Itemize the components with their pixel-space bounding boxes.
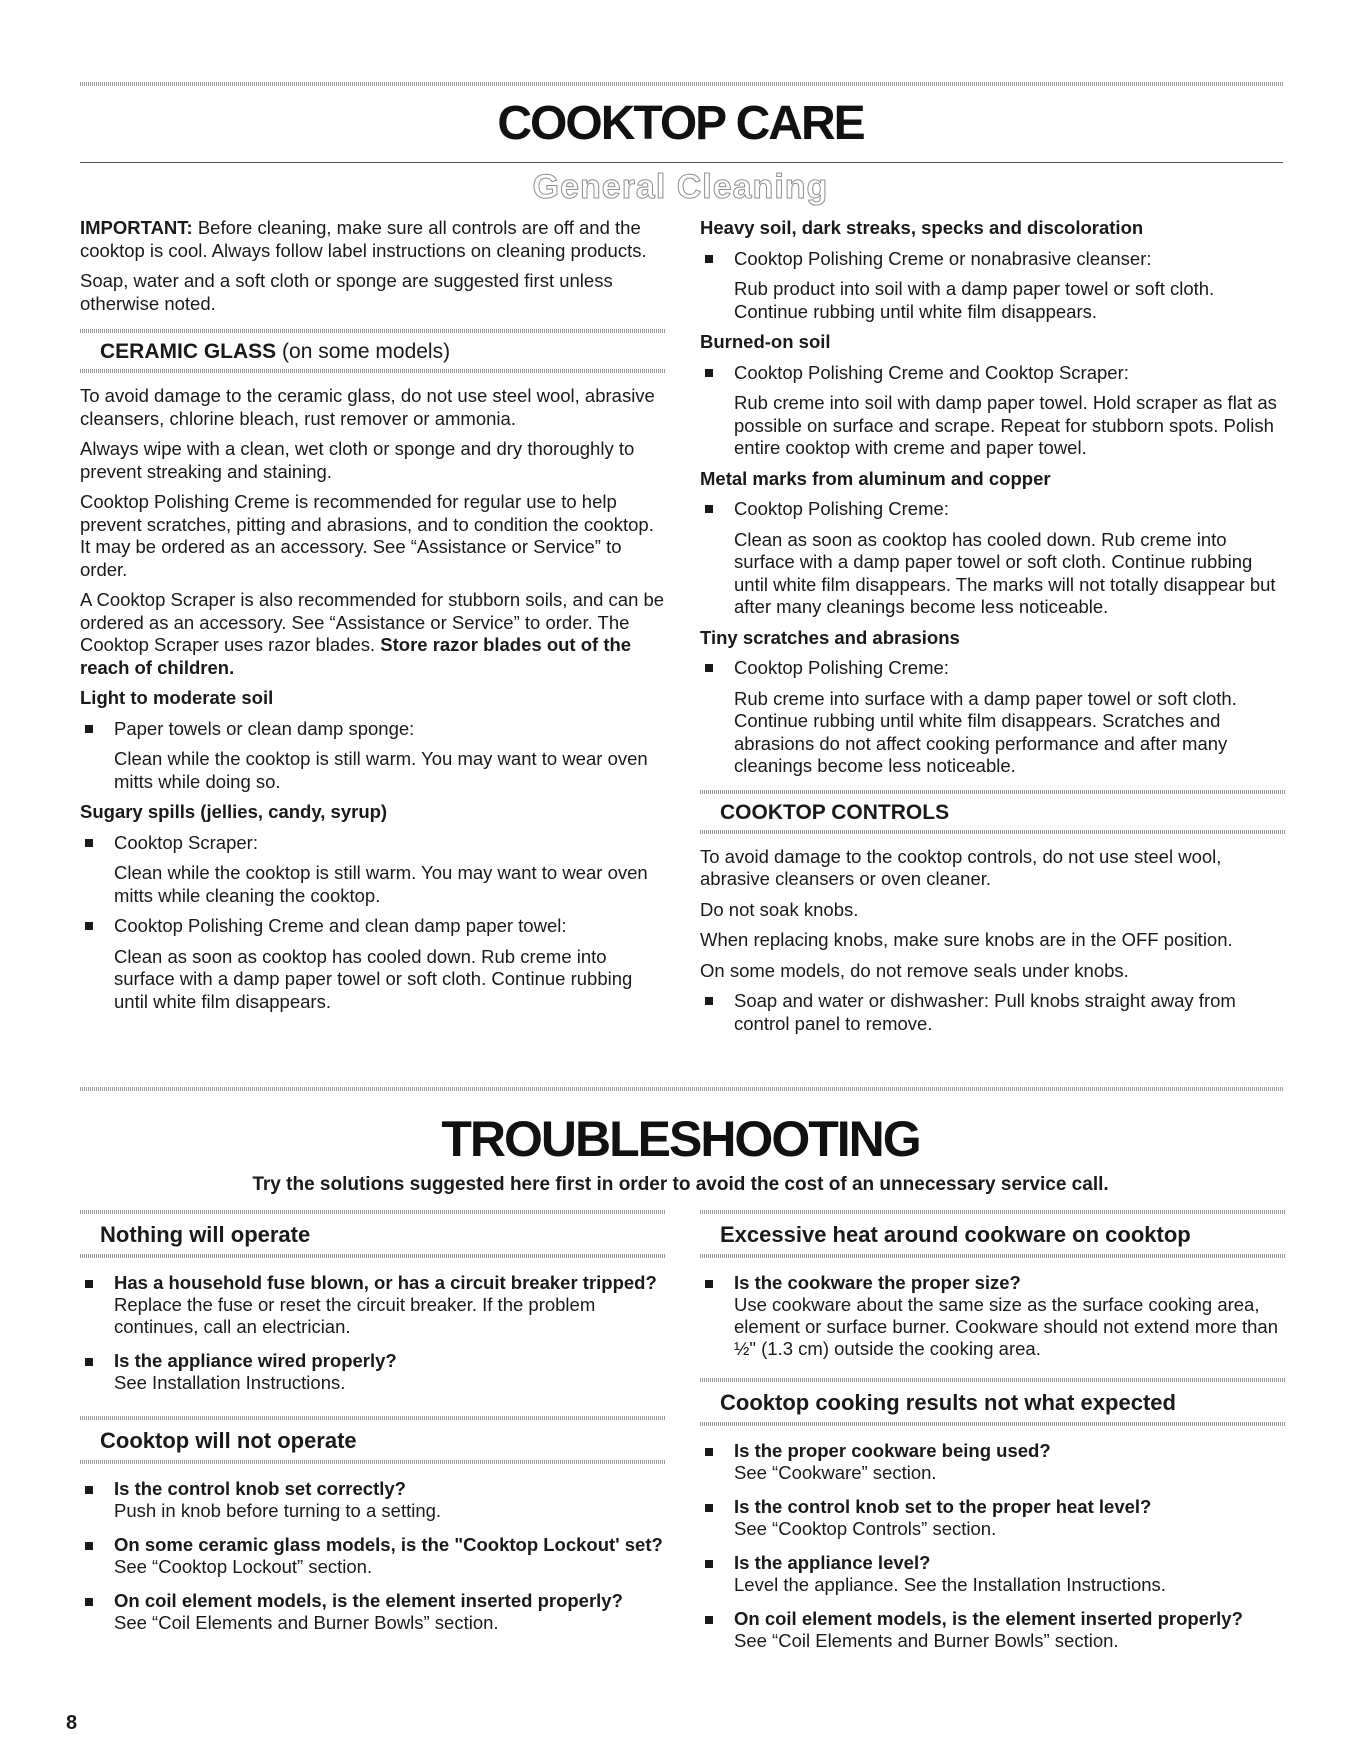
light-soil-bullet: Paper towels or clean damp sponge: xyxy=(80,718,665,741)
results-question-2: Is the control knob set to the proper heat level? xyxy=(734,1496,1152,1517)
light-soil-text: Clean while the cooktop is still warm. You may want to wear oven mitts while doing so. xyxy=(114,748,648,792)
results-answer-1: See “Cookware” section. xyxy=(734,1462,937,1483)
cooktop-will-not-operate-label: Cooktop will not operate xyxy=(100,1428,357,1453)
sugary-spills-bullet-2: Cooktop Polishing Creme and clean damp paper towel: xyxy=(80,915,665,938)
tiny-scratches-heading: Tiny scratches and abrasions xyxy=(700,626,960,648)
nothing-item-2 xyxy=(80,1350,665,1394)
nothing-answer-1: Replace the fuse or reset the circuit breaker. If the problem continues, call an electrician. xyxy=(114,1294,596,1337)
wont-operate-item-2 xyxy=(80,1534,665,1578)
ceramic-paragraph-3: Cooktop Polishing Creme is recommended for regular use to help prevent scratches, pitting and abrasions, and to condition the cooktop. It may be ordered as an accessory. See “Assistance or Service” to order. xyxy=(80,491,654,580)
ceramic-paragraph-2: Always wipe with a clean, wet cloth or sponge and dry thoroughly to prevent streaking and staining. xyxy=(80,438,635,482)
controls-paragraph-1: To avoid damage to the cooktop controls, do not use steel wool, abrasive cleansers or oven cleaner. xyxy=(700,845,1222,889)
results-item-2 xyxy=(700,1496,1285,1540)
cooktop-care-title: COOKTOP CARE xyxy=(497,97,864,150)
ceramic-paragraph-4 xyxy=(80,589,665,679)
troubleshooting-title: TROUBLESHOOTING xyxy=(441,1111,920,1167)
controls-bullet: Soap and water or dishwasher: Pull knobs straight away from control panel to remove. xyxy=(700,990,1285,1035)
excessive-heat-label: Excessive heat around cookware on cooktop xyxy=(720,1222,1191,1247)
soap-paragraph: Soap, water and a soft cloth or sponge are suggested first unless otherwise noted. xyxy=(80,270,613,314)
sugary-spills-text-1: Clean while the cooktop is still warm. You may want to wear oven mitts while cleaning the cooktop. xyxy=(114,862,648,906)
tiny-scratches-bullet: Cooktop Polishing Creme: xyxy=(700,657,1285,680)
burned-on-text: Rub creme into soil with damp paper towel. Hold scraper as flat as possible on surface and scrape. Repeat for stubborn spots. Polish entire cooktop with creme and paper towel. xyxy=(734,392,1277,458)
results-item-4 xyxy=(700,1608,1285,1652)
page-number: 8 xyxy=(66,1712,78,1734)
excessive-answer-1: Use cookware about the same size as the surface cooking area, element or surface burner. Cookware should not extend more than ½" (1.3 cm) outside the cooking area. xyxy=(734,1294,1279,1359)
controls-paragraph-4: On some models, do not remove seals under knobs. xyxy=(700,959,1129,981)
results-not-expected-label: Cooktop cooking results not what expected xyxy=(720,1390,1176,1415)
top-dotted-rule xyxy=(80,82,1283,86)
burned-on-bullet: Cooktop Polishing Creme and Cooktop Scraper: xyxy=(700,362,1285,385)
heavy-soil-heading: Heavy soil, dark streaks, specks and discoloration xyxy=(700,217,1144,238)
results-answer-2: See “Cooktop Controls” section. xyxy=(734,1518,997,1539)
tiny-scratches-text: Rub creme into surface with a damp paper towel or soft cloth. Continue rubbing until white film disappears. Scratches and abrasions do not affect cooking performance and after many cleanings become less noticeable. xyxy=(734,687,1237,776)
results-not-expected-heading xyxy=(700,1378,1285,1426)
burned-on-heading: Burned-on soil xyxy=(700,331,831,352)
controls-paragraph-2: Do not soak knobs. xyxy=(700,898,859,920)
excessive-question-1: Is the cookware the proper size? xyxy=(734,1272,1021,1293)
excessive-heat-heading xyxy=(700,1210,1285,1258)
results-question-3: Is the appliance level? xyxy=(734,1552,931,1573)
troubleshooting-tagline: Try the solutions suggested here first in order to avoid the cost of an unnecessary service call. xyxy=(252,1174,1109,1195)
results-item-1 xyxy=(700,1440,1285,1484)
cooktop-will-not-operate-heading xyxy=(80,1416,665,1464)
excessive-item-1 xyxy=(700,1272,1285,1360)
cooktop-care-left-column xyxy=(80,217,665,1021)
wont-operate-item-3 xyxy=(80,1590,665,1634)
ceramic-paragraph-1: To avoid damage to the ceramic glass, do not use steel wool, abrasive cleansers, chlorine bleach, rust remover or ammonia. xyxy=(80,385,655,429)
troubleshooting-right-column xyxy=(700,1210,1285,1664)
results-answer-4: See “Coil Elements and Burner Bowls” section. xyxy=(734,1630,1119,1651)
title-rule xyxy=(80,162,1283,163)
wont-operate-question-1: Is the control knob set correctly? xyxy=(114,1478,406,1499)
results-question-1: Is the proper cookware being used? xyxy=(734,1440,1051,1461)
important-label: IMPORTANT: xyxy=(80,217,193,238)
troubleshooting-left-column xyxy=(80,1210,665,1646)
light-soil-heading: Light to moderate soil xyxy=(80,687,274,708)
cooktop-controls-label: COOKTOP CONTROLS xyxy=(720,800,950,824)
nothing-question-1: Has a household fuse blown, or has a circuit breaker tripped? xyxy=(114,1272,657,1293)
sugary-spills-text-2: Clean as soon as cooktop has cooled down. Rub creme into surface with a damp paper towel or soft cloth. Continue rubbing until white film disappears. xyxy=(114,945,633,1012)
heavy-soil-text: Rub product into soil with a damp paper towel or soft cloth. Continue rubbing until white film disappears. xyxy=(734,278,1215,322)
nothing-question-2: Is the appliance wired properly? xyxy=(114,1350,397,1371)
troubleshooting-dotted-rule xyxy=(80,1087,1283,1091)
cooktop-care-right-column xyxy=(700,217,1285,1043)
metal-marks-heading: Metal marks from aluminum and copper xyxy=(700,467,1051,489)
results-answer-3: Level the appliance. See the Installation Instructions. xyxy=(734,1574,1166,1595)
nothing-item-1 xyxy=(80,1272,665,1338)
wont-operate-item-1 xyxy=(80,1478,665,1522)
ceramic-glass-heading xyxy=(80,329,665,373)
wont-operate-question-2: On some ceramic glass models, is the "Cooktop Lockout' set? xyxy=(114,1534,663,1555)
scraper-text: A Cooktop Scraper is also recommended for stubborn soils, and can be ordered as an accessory. See “Assistance or Service” to order. The Cooktop Scraper uses razor blades. xyxy=(80,589,665,655)
wont-operate-question-3: On coil element models, is the element inserted properly? xyxy=(114,1590,623,1611)
metal-marks-bullet: Cooktop Polishing Creme: xyxy=(700,498,1285,521)
wont-operate-answer-1: Push in knob before turning to a setting. xyxy=(114,1500,442,1521)
razor-warning: Store razor blades out of the reach of children. xyxy=(80,634,632,678)
important-text: Before cleaning, make sure all controls are off and the cooktop is cool. Always follow label instructions on cleaning products. xyxy=(80,217,647,261)
sugary-spills-bullet-1: Cooktop Scraper: xyxy=(80,832,665,855)
metal-marks-text: Clean as soon as cooktop has cooled down. Rub creme into surface with a damp paper towel or soft cloth. Continue rubbing until white film disappears. The marks will not totally disappear but after many cleanings become less noticeable. xyxy=(734,528,1276,617)
wont-operate-answer-3: See “Coil Elements and Burner Bowls” section. xyxy=(114,1612,499,1633)
nothing-will-operate-label: Nothing will operate xyxy=(100,1222,311,1247)
ceramic-glass-qualifier: (on some models) xyxy=(276,340,451,363)
nothing-will-operate-heading xyxy=(80,1210,665,1258)
results-question-4: On coil element models, is the element inserted properly? xyxy=(734,1608,1243,1629)
sugary-spills-heading: Sugary spills (jellies, candy, syrup) xyxy=(80,801,388,822)
heavy-soil-bullet: Cooktop Polishing Creme or nonabrasive cleanser: xyxy=(700,248,1285,271)
nothing-answer-2: See Installation Instructions. xyxy=(114,1372,346,1393)
controls-paragraph-3: When replacing knobs, make sure knobs are in the OFF position. xyxy=(700,929,1233,950)
results-item-3 xyxy=(700,1552,1285,1596)
cooktop-controls-heading xyxy=(700,790,1285,834)
general-cleaning-title: General Cleaning xyxy=(532,168,829,206)
important-paragraph xyxy=(80,217,665,262)
ceramic-glass-label: CERAMIC GLASS xyxy=(100,340,277,363)
wont-operate-answer-2: See “Cooktop Lockout” section. xyxy=(114,1556,373,1577)
